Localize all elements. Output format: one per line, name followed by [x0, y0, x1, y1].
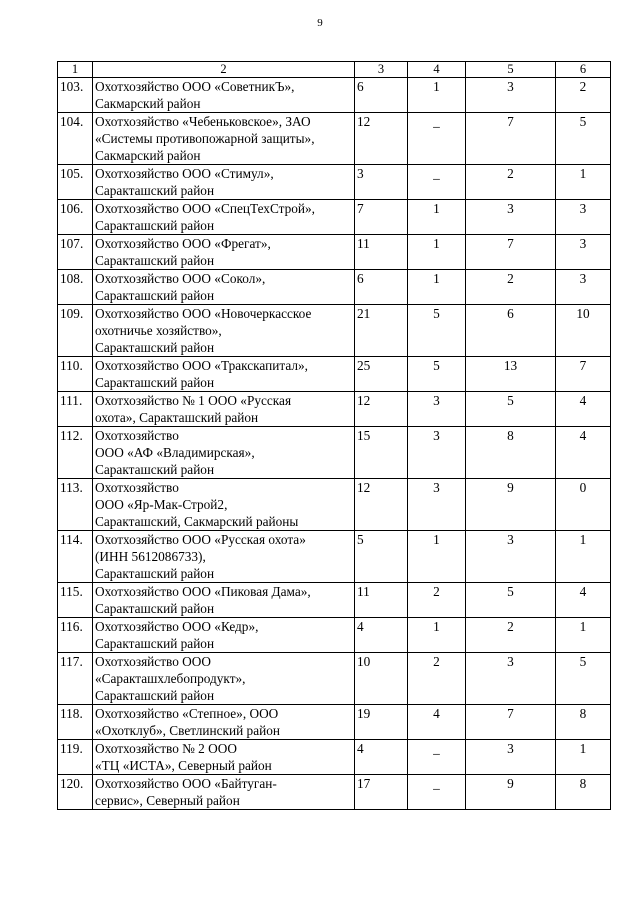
hunting-ground-name-cell: Охотхозяйство ООО «Саракташхлебопродукт», Саракташский район — [93, 653, 355, 705]
column-5-value-cell: 7 — [466, 235, 556, 270]
column-3-value-cell: 15 — [355, 427, 408, 479]
row-number-cell: 116. — [58, 618, 93, 653]
table-row — [58, 165, 611, 200]
table-row — [58, 775, 611, 810]
column-5-value-cell: 2 — [466, 618, 556, 653]
page-number: 9 — [317, 17, 323, 29]
table-row — [58, 78, 611, 113]
column-3-value-cell: 17 — [355, 775, 408, 810]
row-number-cell: 120. — [58, 775, 93, 810]
hunting-ground-name-cell: Охотхозяйство ООО «Новочеркасское охотничье хозяйство», Саракташский район — [93, 305, 355, 357]
column-4-value-cell: _ — [408, 775, 466, 810]
table-header-row — [58, 62, 611, 78]
column-3-value-cell: 12 — [355, 113, 408, 165]
column-6-value-cell: 4 — [556, 427, 611, 479]
column-5-value-cell: 9 — [466, 775, 556, 810]
column-6-value-cell: 2 — [556, 78, 611, 113]
column-5-value-cell: 7 — [466, 113, 556, 165]
column-4-value-cell: 5 — [408, 305, 466, 357]
column-4-value-cell: 3 — [408, 392, 466, 427]
column-3-value-cell: 11 — [355, 235, 408, 270]
column-4-value-cell: _ — [408, 113, 466, 165]
column-6-value-cell: 1 — [556, 531, 611, 583]
hunting-ground-name-cell: Охотхозяйство «Чебеньковское», ЗАО «Системы противопожарной защиты», Сакмарский район — [93, 113, 355, 165]
row-number-cell: 108. — [58, 270, 93, 305]
column-3-value-cell: 11 — [355, 583, 408, 618]
hunting-ground-name-cell: Охотхозяйство ООО «АФ «Владимирская», Саракташский район — [93, 427, 355, 479]
column-5-value-cell: 2 — [466, 270, 556, 305]
column-4-value-cell: 4 — [408, 705, 466, 740]
row-number-cell: 112. — [58, 427, 93, 479]
column-3-value-cell: 6 — [355, 78, 408, 113]
column-4-value-cell: 1 — [408, 200, 466, 235]
table-row — [58, 235, 611, 270]
column-5-value-cell: 3 — [466, 653, 556, 705]
column-3-value-cell: 7 — [355, 200, 408, 235]
column-5-value-cell: 3 — [466, 740, 556, 775]
hunting-ground-name-cell: Охотхозяйство ООО «СоветникЪ», Сакмарский район — [93, 78, 355, 113]
hunting-ground-name-cell: Охотхозяйство ООО «Фрегат», Саракташский район — [93, 235, 355, 270]
table-row — [58, 705, 611, 740]
table-row — [58, 618, 611, 653]
column-3-value-cell: 4 — [355, 618, 408, 653]
column-5-value-cell: 13 — [466, 357, 556, 392]
table-row — [58, 583, 611, 618]
column-3-value-cell: 10 — [355, 653, 408, 705]
column-5-value-cell: 8 — [466, 427, 556, 479]
column-4-value-cell: 1 — [408, 531, 466, 583]
column-3-value-cell: 4 — [355, 740, 408, 775]
column-5-value-cell: 3 — [466, 78, 556, 113]
hunting-ground-name-cell: Охотхозяйство ООО «Пиковая Дама», Саракташский район — [93, 583, 355, 618]
hunting-ground-name-cell: Охотхозяйство ООО «Сокол», Саракташский район — [93, 270, 355, 305]
column-6-value-cell: 3 — [556, 200, 611, 235]
column-6-value-cell: 1 — [556, 165, 611, 200]
column-5-value-cell: 9 — [466, 479, 556, 531]
column-4-value-cell: 1 — [408, 618, 466, 653]
row-number-cell: 104. — [58, 113, 93, 165]
row-number-cell: 114. — [58, 531, 93, 583]
row-number-cell: 115. — [58, 583, 93, 618]
row-number-cell: 113. — [58, 479, 93, 531]
column-6-value-cell: 0 — [556, 479, 611, 531]
hunting-ground-name-cell: Охотхозяйство ООО «Стимул», Саракташский район — [93, 165, 355, 200]
column-6-value-cell: 4 — [556, 583, 611, 618]
column-4-value-cell: 2 — [408, 583, 466, 618]
column-3-value-cell: 6 — [355, 270, 408, 305]
column-4-value-cell: 1 — [408, 235, 466, 270]
row-number-cell: 103. — [58, 78, 93, 113]
column-4-value-cell: 3 — [408, 427, 466, 479]
column-3-value-cell: 12 — [355, 392, 408, 427]
table-row — [58, 427, 611, 479]
column-5-value-cell: 2 — [466, 165, 556, 200]
column-header: 3 — [355, 62, 408, 78]
column-6-value-cell: 8 — [556, 705, 611, 740]
column-4-value-cell: 1 — [408, 270, 466, 305]
column-header: 6 — [556, 62, 611, 78]
hunting-grounds-table — [57, 61, 611, 810]
column-6-value-cell: 1 — [556, 618, 611, 653]
table-row — [58, 531, 611, 583]
column-header: 1 — [58, 62, 93, 78]
column-4-value-cell: 1 — [408, 78, 466, 113]
row-number-cell: 111. — [58, 392, 93, 427]
column-5-value-cell: 6 — [466, 305, 556, 357]
hunting-ground-name-cell: Охотхозяйство ООО «Кедр», Саракташский район — [93, 618, 355, 653]
hunting-ground-name-cell: Охотхозяйство ООО «СпецТехСтрой», Саракташский район — [93, 200, 355, 235]
column-5-value-cell: 3 — [466, 531, 556, 583]
column-6-value-cell: 4 — [556, 392, 611, 427]
column-6-value-cell: 1 — [556, 740, 611, 775]
row-number-cell: 105. — [58, 165, 93, 200]
column-4-value-cell: 3 — [408, 479, 466, 531]
row-number-cell: 109. — [58, 305, 93, 357]
table-row — [58, 113, 611, 165]
table-row — [58, 653, 611, 705]
column-3-value-cell: 3 — [355, 165, 408, 200]
column-5-value-cell: 5 — [466, 583, 556, 618]
column-4-value-cell: 5 — [408, 357, 466, 392]
column-5-value-cell: 5 — [466, 392, 556, 427]
column-5-value-cell: 3 — [466, 200, 556, 235]
column-6-value-cell: 7 — [556, 357, 611, 392]
column-6-value-cell: 10 — [556, 305, 611, 357]
row-number-cell: 110. — [58, 357, 93, 392]
column-6-value-cell: 5 — [556, 653, 611, 705]
column-header: 5 — [466, 62, 556, 78]
table-row — [58, 270, 611, 305]
table-row — [58, 200, 611, 235]
column-header: 2 — [93, 62, 355, 78]
column-6-value-cell: 3 — [556, 270, 611, 305]
column-6-value-cell: 3 — [556, 235, 611, 270]
column-6-value-cell: 8 — [556, 775, 611, 810]
table-row — [58, 357, 611, 392]
column-header: 4 — [408, 62, 466, 78]
hunting-ground-name-cell: Охотхозяйство ООО «Байтуган- сервис», Северный район — [93, 775, 355, 810]
column-4-value-cell: _ — [408, 740, 466, 775]
row-number-cell: 106. — [58, 200, 93, 235]
row-number-cell: 118. — [58, 705, 93, 740]
hunting-ground-name-cell: Охотхозяйство ООО «Русская охота» (ИНН 5612086733), Саракташский район — [93, 531, 355, 583]
column-4-value-cell: _ — [408, 165, 466, 200]
row-number-cell: 119. — [58, 740, 93, 775]
hunting-ground-name-cell: Охотхозяйство ООО «Яр-Мак-Строй2, Саракташский, Сакмарский районы — [93, 479, 355, 531]
table-row — [58, 305, 611, 357]
column-6-value-cell: 5 — [556, 113, 611, 165]
table-row — [58, 740, 611, 775]
hunting-ground-name-cell: Охотхозяйство ООО «Тракскапитал», Саракташский район — [93, 357, 355, 392]
column-3-value-cell: 21 — [355, 305, 408, 357]
hunting-ground-name-cell: Охотхозяйство № 2 ООО «ТЦ «ИСТА», Северный район — [93, 740, 355, 775]
row-number-cell: 107. — [58, 235, 93, 270]
hunting-ground-name-cell: Охотхозяйство № 1 ООО «Русская охота», Саракташский район — [93, 392, 355, 427]
hunting-ground-name-cell: Охотхозяйство «Степное», ООО «Охотклуб», Светлинский район — [93, 705, 355, 740]
column-3-value-cell: 19 — [355, 705, 408, 740]
column-3-value-cell: 25 — [355, 357, 408, 392]
column-3-value-cell: 12 — [355, 479, 408, 531]
table-row — [58, 392, 611, 427]
column-5-value-cell: 7 — [466, 705, 556, 740]
column-3-value-cell: 5 — [355, 531, 408, 583]
row-number-cell: 117. — [58, 653, 93, 705]
table-row — [58, 479, 611, 531]
column-4-value-cell: 2 — [408, 653, 466, 705]
